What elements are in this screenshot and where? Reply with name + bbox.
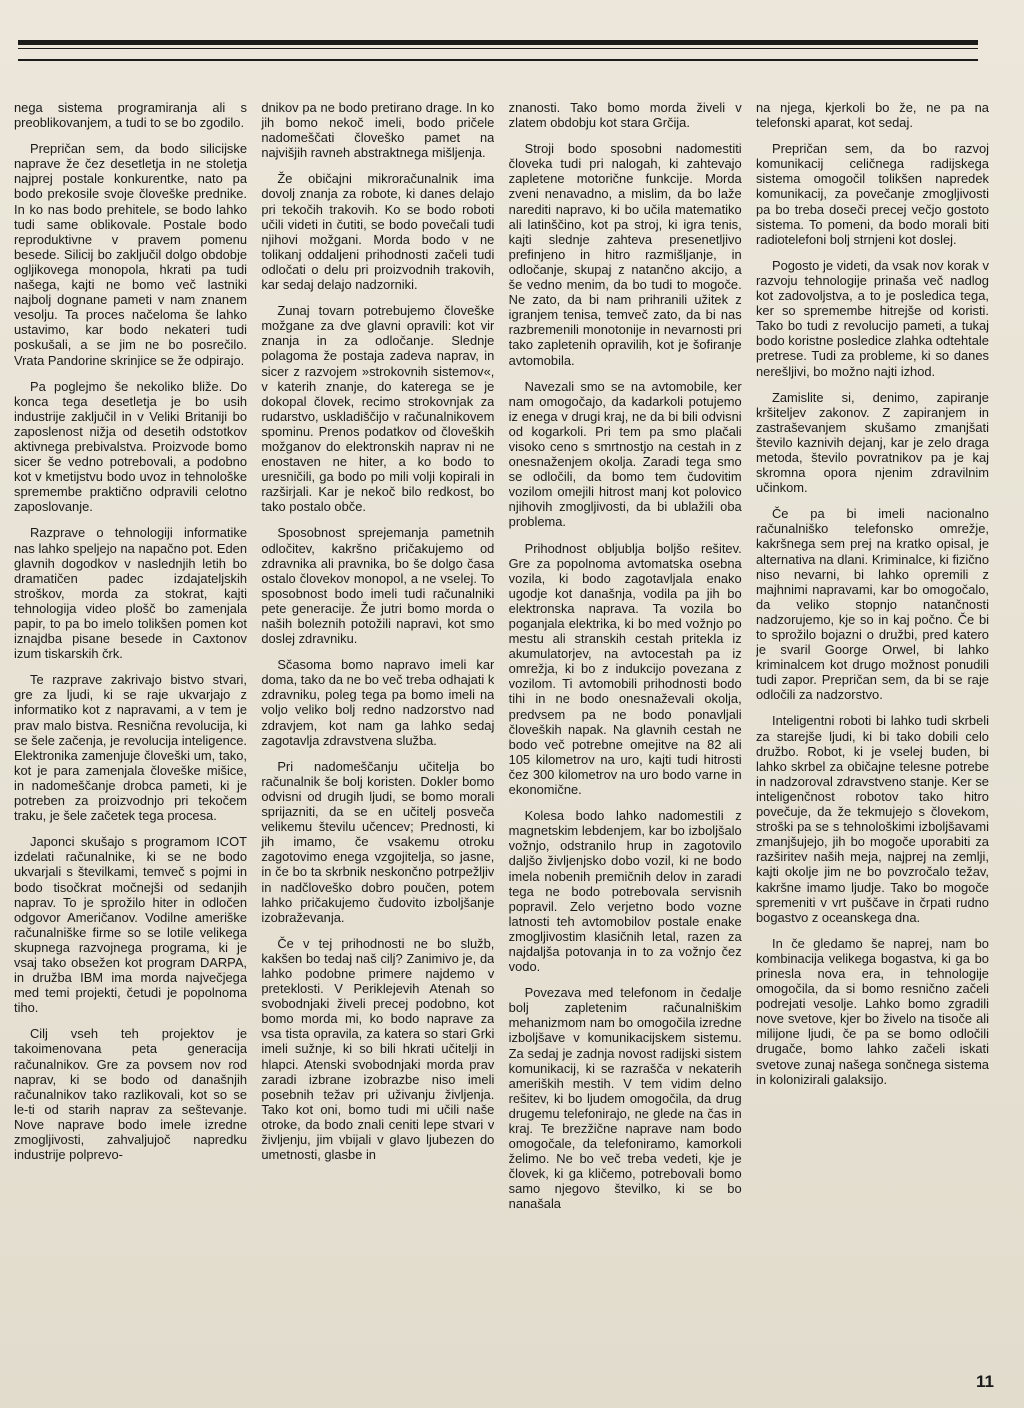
- paragraph: Cilj vseh teh projektov je takoimenovana peta generacija računalnikov. Gre za povsem nov rod naprav, ki se bodo od današnjih računalnikov tako razlikovali, kot so se le-ti od starih naprav za seštevanje. Nove naprave bodo imele izredne zmogljivosti, zahvaljujoč napredku industrije polprevo-: [14, 1026, 247, 1163]
- paragraph: dnikov pa ne bodo pretirano drage. In ko jih bomo nekoč imeli, bodo pričele nadomeščati človeško pamet na najvišjih ravneh abstraktnega mišljenja.: [261, 100, 495, 161]
- page-number: 11: [976, 1372, 994, 1391]
- paragraph: Če v tej prihodnosti ne bo služb, kakšen bo tedaj naš cilj? Zanimivo je, da lahko podobne primere najdemo v preteklosti. V Periklejevih Atenah so svobodnjaki živeli precej podobno, kot bomo morda mi, ko bodo naprave za vsa tista opravila, za katera so stari Grki imeli sužnje, ki so bili hkrati učitelji in hlapci. Atenski svobodnjaki morda prav zaradi izbrane izobrazbe niso imeli posebnih težav pri uživanju življenja. Tako kot oni, bomo tudi mi učili naše otroke, da bodo znali ceniti lepe stvari v življenju, jim vbijali v glavo ljubezen do umetnosti, glasbe in: [261, 935, 495, 1163]
- paragraph: Inteligentni roboti bi lahko tudi skrbeli za starejše ljudi, ki bi tako dobili celo družbo. Robot, ki je vselej buden, bi lahko skrbel za običajne telesne potrebe in nadzoroval zdravstveno stanje. Ker se inteligenčnost robotov tako hitro povečuje, da že tekmujejo s človekom, stroški pa se s tehnološkimi izboljšavami zmanjšujejo, jih bo mogoče uporabiti za razširitev naših meja, najprej na zemlji, kajti okolje jim ne bo povzročalo težav, kakršne imamo ljudje. Tako bo mogoče spremeniti v vrt puščave in črpati rudno bogastvo z oceanskega dna.: [755, 713, 989, 925]
- header-rule: [18, 40, 978, 61]
- paragraph: na njega, kjerkoli bo že, ne pa na telefonski aparat, kot sedaj.: [755, 100, 989, 131]
- paragraph: Zamislite si, denimo, zapiranje kršiteljev zakonov. Z zapiranjem in zastraševanjem skušamo zmanjšati število kaznivih dejanj, kar je zelo draga metoda, število povratnikov pa je kaj skromna opora njenim zdravilnim učinkom.: [755, 389, 989, 496]
- paragraph: znanosti. Tako bomo morda živeli v zlatem obdobju kot stara Grčija.: [508, 100, 742, 131]
- column-3: [509, 100, 742, 1375]
- paragraph: Te razprave zakrivajo bistvo stvari, gre za ljudi, ki se raje ukvarjajo z informatiko kot z napravami, a v tem je prav malo bistva. Resnična revolucija, ki se šele začenja, je revolucija inteligence. Elektronika zamenjuje človeški um, tako, kot je para zamenjala človeške mišice, in nadomeščanje drobca pameti, ki je potreben za proizvodnjo pri tekočem traku, je šele začetek tega procesa.: [14, 672, 247, 824]
- paragraph: Stroji bodo sposobni nadomestiti človeka tudi pri nalogah, ki zahtevajo zapletene motorične funkcije. Morda zveni nenavadno, a mislim, da bo laže narediti napravo, ki bo učila matematiko ali latinščino, kot pa stroj, ki igra tenis, kajti slednje zahteva presenetljivo prefinjeno in hitro razmišljanje, in odločanje, skupaj z natančno akcijo, a še vedno menim, da bo tudi to mogoče. Ne zato, da bi nam prihranili užitek z igranjem tenisa, temveč zato, da bi nas razbremenili monotonije in nevarnosti pri tako zapletenih opravilih, kot je šofiranje avtomobila.: [508, 141, 742, 368]
- paragraph: Pri nadomeščanju učitelja bo računalnik še bolj koristen. Dokler bomo odvisni od drugih ljudi, se bomo morali sprijazniti, da se en učitelj posveča velikemu številu učencev; Prednosti, ki jih imamo, če vsakemu otroku zagotovimo enega vzgojitelja, so jasne, in če bo ta skrbnik neskončno potrpežljiv in nadčloveško dobro poučen, potem lahko pričakujemo čudovito izboljšanje izobraževanja.: [261, 758, 495, 925]
- paragraph: Pa poglejmo še nekoliko bliže. Do konca tega desetletja je bo usih industrije zaključil in v Veliki Britaniji bo zaposlenost nižja od desetih odstotkov aktivnega prebivalstva. Proizvode bomo sicer še vedno potrebovali, a podobno kot v kmetijstvu bodo uvoz in tehnološke spremembe praktično odpravili celotno zaposlovanje.: [14, 378, 247, 515]
- paragraph: nega sistema programiranja ali s preoblikovanjem, a tudi to se bo zgodilo.: [14, 100, 247, 131]
- paragraph: Kolesa bodo lahko nadomestili z magnetskim lebdenjem, kar bo izboljšalo vožnjo, odstranilo hrup in zagotovilo daljšo življenjsko dobo vozil, ki ne bodo imela nobenih premičnih delov in zaradi tega ne bodo potrebovala servisnih popravil. Zelo verjetno bodo vozne latnosti teh avtomobilov postale enake zmogljivostim klasičnih letal, razen za najdaljša potovanja in to za vožnjo čez vodo.: [508, 808, 742, 975]
- article-columns: [14, 100, 989, 1375]
- column-4: [756, 100, 989, 1375]
- column-2: [261, 100, 494, 1375]
- paragraph: Že običajni mikroračunalnik ima dovolj znanja za robote, ki danes delajo pri tekočih trakovih. Ko se bodo roboti učili videti in čutiti, se bodo povečali tudi njihovi možgani. Morda bodo v ne tolikanj oddaljeni prihodnosti začeli tudi odločati o delu pri proizvodnih trakovih, kar sedaj delajo nadzorniki.: [261, 171, 495, 293]
- paragraph: Prepričan sem, da bodo silicijske naprave že čez desetletja in ne stoletja najprej postale konkurentke, nato pa bodo prekosile svoje človeške prednike. In ko nas bodo prehitele, se bodo lahko tudi same oblikovale. Postale bodo reproduktivne v pravem pomenu besede. Silicij bo zaključil dolgo obdobje ogljikovega monopola, hkrati pa tudi našega, kajti ne bomo več lastniki najbolj dognane pameti v nam znanem vesolju. Ta proces načeloma še lahko ustavimo, kar bodo nekateri tudi poskušali, a se jim ne bo posrečilo. Vrata Pandorine skrinjice se že odpirajo.: [14, 141, 247, 368]
- paragraph: Sposobnost sprejemanja pametnih odločitev, kakršno pričakujemo od zdravnika ali pravnika, bo še dolgo časa ostalo človekov monopol, a ne vselej. To sposobnost bodo imeli tudi računalniki pete generacije. Že jutri bomo morda o naših boleznih potožili napravi, kot smo doslej zdravniku.: [261, 525, 495, 647]
- paragraph: Navezali smo se na avtomobile, ker nam omogočajo, da kadarkoli potujemo iz enega v drugi kraj, ne da bi bili odvisni od kogarkoli. Pri tem pa smo plačali visoko ceno s smrtnostjo na cestah in z onesnaženjem okolja. Zaradi tega smo se odločili, da bomo tem čudovitim vozilom omejili hitrost manj kot polovico njihovih zmogljivosti, da bi ublažili oba problema.: [508, 378, 742, 530]
- paragraph: Če pa bi imeli nacionalno računalniško telefonsko omrežje, kakršnega sem prej na kratko opisal, je alternativa na dlani. Kriminalce, ki fizično niso nevarni, bi lahko opremili z majhnimi napravami, kar bo omogočalo, da veliko stopnjo natančnosti nadzorujemo, kje so in kaj počno. Če bi to sprožilo bojazni o družbi, pred katero je svaril Goorge Orwel, bi lahko kriminalcem kot drugo možnost ponudili tudi zapor. Prepričan sem, da bi se raje odločili za nadzorstvo.: [755, 506, 989, 703]
- paragraph: Povezava med telefonom in čedalje bolj zapletenim računalniškim mehanizmom nam bo omogočila izredne izboljšave v komunikacijskem sistemu. Za sedaj je zadnja novost radijski sistem komunikacij, ki se razrašča v nekaterih ameriških mestih. V tem vidim delno rešitev, ki bo ljudem omogočila, da drug drugemu telefonirajo, ne glede na čas in kraj. Te brezžične naprave nam bodo omogočale, da telefoniramo, kamorkoli želimo. Ne bo več treba vedeti, kje je človek, ki ga kličemo, potrebovali bomo samo njegovo številko, ki se bo nanašala: [508, 985, 742, 1212]
- paragraph: In če gledamo še naprej, nam bo kombinacija velikega bogastva, ki ga bo prinesla nova era, in tehnologije omogočila, da si bomo resnično začeli podrejati vesolje. Lahko bomo zgradili nove svetove, kjer bo živelo na tisoče ali milijone ljudi, če pa se bomo odločili drugače, bomo lahko začeli iskati svetove zunaj našega sončnega sistema in kolonizirali galaksijo.: [755, 935, 989, 1087]
- paragraph: Pogosto je videti, da vsak nov korak v razvoju tehnologije prinaša več nadlog kot zadovoljstva, a to je posledica tega, ker so spremembe hitrejše od koristi. Tako bo tudi z revolucijo pameti, a tukaj bodo koristne posledice zlahka odtehtale pretrese. Tudi za probleme, ki so danes nerešljivi, bo možno najti izhod.: [755, 257, 989, 379]
- paragraph: Japonci skušajo s programom ICOT izdelati računalnike, ki se ne bodo ukvarjali s številkami, temveč s pojmi in bodo tisočkrat močnejši od sedanjih naprav. To je sprožilo hiter in odločen odgovor Američanov. Vodilne ameriške računalniške firme so se lotile velikega skupnega razvojnega programa, ki je vsaj tako obsežen kot program DARPA, in družba IBM ima morda največjega med temi projekti, četudi je popolnoma tiho.: [14, 834, 247, 1016]
- paragraph: Sčasoma bomo napravo imeli kar doma, tako da ne bo več treba odhajati k zdravniku, poleg tega pa bomo imeli na voljo veliko bolj redno nadzorstvo nad zdravjem, kot nam ga lahko sedaj zagotavlja zdravstvena služba.: [261, 657, 495, 748]
- paragraph: Prihodnost obljublja boljšo rešitev. Gre za popolnoma avtomatska osebna vozila, ki bodo zagotavljala enako ugodje kot današnja, vodila pa jih bo elektronska naprava. Ta vozila bo poganjala elektrika, ki bo med vožnjo po mestu ali stranskih cestah pritekla iz akumulatorjev, na avtocestah pa iz omrežja, ki bo z indukcijo povezana z vozilom. Ti avtomobili prihodnosti bodo tihi in ne bodo onesnaževali okolja, predvsem pa ne bodo ponavljali človeških napak. Na glavnih cestah ne bodo več potrebne omejitve na 82 ali 105 kilometrov na uro, kajti tudi hitrosti čez 300 kilometrov na uro bodo varne in ekonomične.: [508, 540, 742, 798]
- paragraph: Prepričan sem, da bo razvoj komunikacij celičnega radijskega sistema omogočil tolikšen napredek komunikacij, za povečanje zmogljivosti pa bo treba doseči precej večjo gostoto sistema. To pomeni, da bodo morali biti radiotelefoni bolj strnjeni kot doslej.: [755, 141, 989, 247]
- paragraph: Zunaj tovarn potrebujemo človeške možgane za dve glavni opravili: kot vir znanja in za odločanje. Slednje polagoma že postaja zadeva naprav, in sicer z razvojem »strokovnih sistemov«, v katerih znanje, do katerega se je dokopal človek, recimo strokovnjak za rudarstvo, uskladiščijo v računalnikovem spominu. Prenos podatkov od človeških možganov do elektronskih naprav ni ne enostaven ne hiter, a ko bodo to uresničili, ga bodo po mili volji kopirali in razširjali. Kar je nekoč bilo redkost, bo tako postalo obče.: [261, 303, 495, 515]
- column-1: [14, 100, 247, 1375]
- paragraph: Razprave o tehnologiji informatike nas lahko speljejo na napačno pot. Eden glavnih dogodkov v naslednjih letih bo dramatičen padec izdajateljskih stroškov, morda za stokrat, kajti tehnologija video plošč bo zamenjala papir, to pa bo imelo tolikšen pomen kot iznajdba pisane besede in Caxtonov izum tiskarskih črk.: [14, 525, 247, 662]
